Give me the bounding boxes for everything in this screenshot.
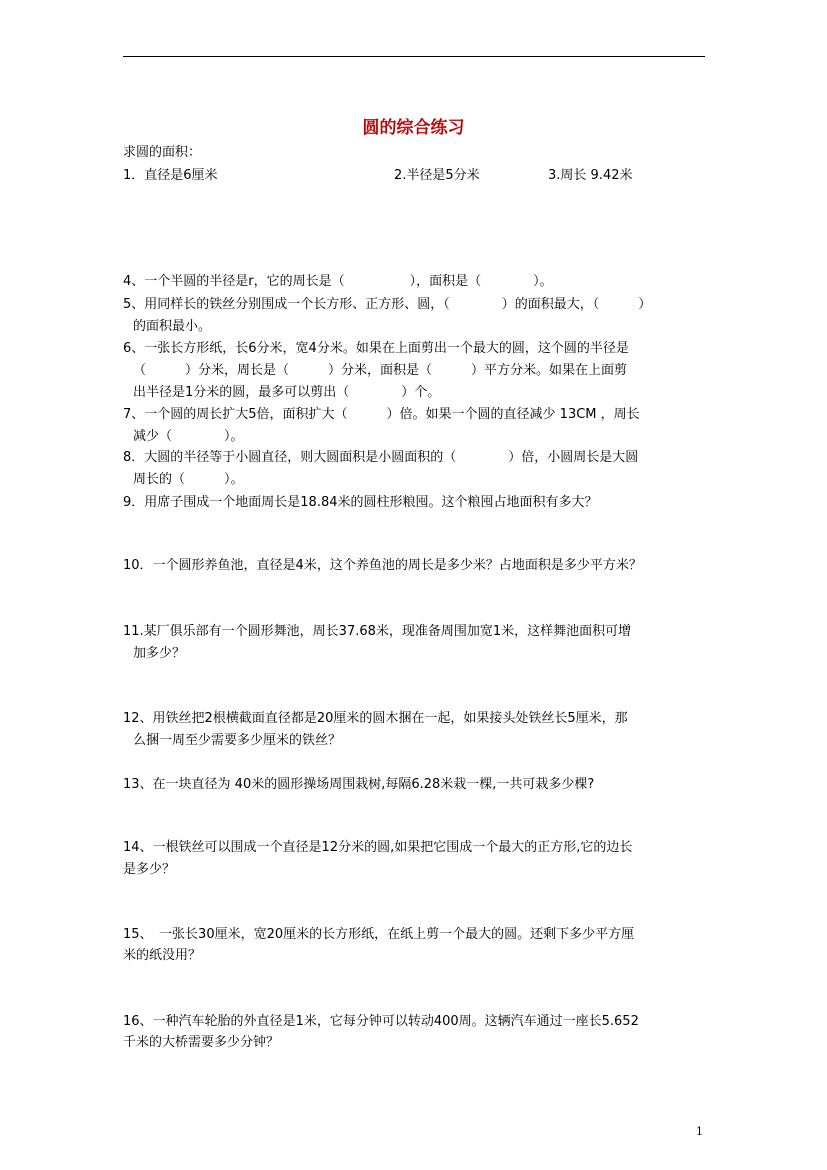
question-6-line-2: （ ）分米，周长是（ ）分米，面积是（ ）平方分米。如果在上面剪	[133, 363, 628, 378]
intro-text: 求圆的面积：	[123, 145, 202, 160]
question-15-line-2: 米的纸没用？	[123, 948, 202, 963]
question-12-line-1: 12、用铁丝把2根横截面直径都是20厘米的圆木捆在一起，如果接头处铁丝长5厘米，那	[123, 711, 628, 726]
question-12-line-2: 么捆一周至少需要多少厘米的铁丝？	[133, 733, 342, 748]
question-11-line-2: 加多少？	[133, 646, 186, 661]
question-9: 9．用席子围成一个地面周长是18.84米的圆柱形粮囤。这个粮囤占地面积有多大？	[123, 495, 598, 510]
question-7-line-1: 7、一个圆的周长扩大5倍，面积扩大（ ）倍。如果一个圆的直径减少 13CM ，周长	[123, 407, 640, 422]
question-5-line-2: 的面积最小。	[133, 319, 212, 334]
page-number: 1	[696, 1125, 703, 1138]
question-11-line-1: 11.某厂俱乐部有一个圆形舞池，周长37.68米，现准备周围加宽1米，这样舞池面积可增	[123, 624, 632, 639]
question-1: 1．直径是6厘米	[123, 168, 218, 183]
question-14-line-1: 14、一根铁丝可以围成一个直径是12分米的圆,如果把它围成一个最大的正方形,它的边长	[123, 840, 633, 855]
question-15-line-1: 15、 一张长30厘米，宽20厘米的长方形纸，在纸上剪一个最大的圆。还剩下多少平方厘	[123, 927, 635, 942]
question-5-line-1: 5、用同样长的铁丝分别围成一个长方形、正方形、圆，（ ）的面积最大，（ ）	[123, 297, 652, 312]
question-8-line-1: 8．大圆的半径等于小圆直径，则大圆面积是小圆面积的（ ）倍，小圆周长是大圆	[123, 450, 639, 465]
question-7-line-2: 减少（ ）。	[133, 429, 244, 444]
question-16-line-2: 千米的大桥需要多少分钟？	[123, 1035, 280, 1050]
question-2: 2.半径是5分米	[394, 168, 480, 183]
question-16-line-1: 16、一种汽车轮胎的外直径是1米，它每分钟可以转动400周。这辆汽车通过一座长5.652	[123, 1014, 639, 1029]
question-6-line-1: 6、一张长方形纸，长6分米，宽4分米。如果在上面剪出一个最大的圆，这个圆的半径是	[123, 341, 629, 356]
question-10: 10．一个圆形养鱼池，直径是4米，这个养鱼池的周长是多少米？占地面积是多少平方米？	[123, 558, 642, 573]
question-13: 13、在一块直径为 40米的圆形操场周围栽树,每隔6.28米栽一棵,一共可栽多少棵?	[123, 777, 595, 792]
question-6-line-3: 出半径是1分米的圆，最多可以剪出（ ）个。	[133, 385, 441, 400]
header-rule	[123, 56, 705, 57]
question-14-line-2: 是多少？	[123, 862, 176, 877]
question-3: 3.周长 9.42米	[548, 168, 633, 183]
question-4: 4、一个半圆的半径是r，它的周长是（ ），面积是（ ）。	[123, 274, 553, 289]
question-8-line-2: 周长的（ ）。	[133, 472, 244, 487]
page-title: 圆的综合练习	[362, 118, 465, 138]
